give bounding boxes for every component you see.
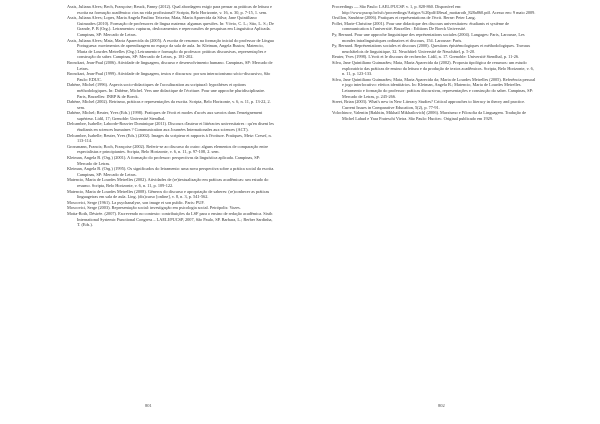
reference-entry: Assis, Juliana Alves; Mata, Maria Aparecida da (2005). A escrita de resumos na formação inicial do professor de Língua Portuguesa: movimentos de aprendizagem no espaço da sala de aula. In: Kleiman, Angela Bustos; Matencio, Maria de Lourdes Meirelles (Org.) Letramento e formação do professor: práticas discursivas, representações e construção do saber. Campinas, SP: Mercado de Letras, p. 181-202. — [67, 37, 274, 60]
reference-entry: Motta-Roth, Désirée. (2007). Escrevendo no contexto: contribuições da LSF para o ensino de redação acadêmica. Sixth International Systemic Functional Congress – LAELI/PUCSP, 2007, São Paulo, SP. Barbara, L.; Berber Sardinha, T. (Eds.). — [67, 210, 273, 228]
reference-entry: Moscovici, Serge (2003). Representação social: investigação em psicologia social. Petrópolis: Vozes. — [67, 205, 241, 211]
reference-entry: Orsillon, Sandrine (2006). Pratiques et représentations de l'écrit. Berne: Peter Lang. — [332, 15, 476, 21]
page-number-right: 802 — [438, 403, 445, 408]
reference-entry: Moscovici, Serge (1961). La psychanalyse, son image et son public. Paris: PUF. — [67, 199, 205, 205]
right-page — [300, 0, 600, 424]
reference-list-left — [67, 4, 275, 228]
reference-entry: Py, Bernard. Représentations sociales et discours (2000). Questions épistémologiques et méthodologiques. Travaux neuchâtelois de linguistique, 32. Neuchâtel: Université de Neuchâtel, p. 5-20. — [332, 43, 531, 54]
reference-entry: Volochinov, Valentin [Bakhtin, Mikhail Mikhailovich] (2006). Marxismo e Filosofia da Linguagem. Tradução de Michel Lahud e Yara Frateschi Vieira. São Paulo: Hucitec. Original publicado em 1929. — [332, 110, 527, 121]
reference-entry: Assis, Juliana Alves; Bech, Françoise; Reuck, Fanny (2012). Qual abordagem exigir para pensar as práticas de leitura e escrita na formação acadêmica: rios na vida profissional? Scripta, Belo Horizonte, v. 16, n. 30, p. 7-15, 1. sem. — [67, 4, 272, 15]
reference-entry: Reuter, Yves (1998). L'écrit et le discours de recherche. Lidil, n. 17. Grenoble: Université Stendhal, p. 11-26. — [332, 54, 520, 60]
reference-entry: Kleiman, Angela B. (Org.) (1995). Os significados do letramento: uma nova perspectiva sobre a prática social da escrita. Campinas, SP: Mercado de Letras. — [67, 166, 275, 177]
reference-entry: Dabène, Michel (2002). Retrismo, práticas e representações da escrita. Scripta, Belo Horizonte, v. 6, n. 11, p. 13-22, 2. sem. — [67, 99, 271, 110]
reference-entry: Assis, Juliana Alves; Lopes, Maria Angela Paulino Teixeira; Mata, Maria Aparecida da Silva; Jane Quintiliano Guimarães (2010). Formação de professores de língua materna: algumas questões. In: Vóvio, C. L.; Sito, L. S.; De Grande, P. B (Org.). Letramentos: rupturas, deslocamentos e repercussões de pesquisas em Linguística Aplicada. Campinas, SP: Mercado de Letras. — [67, 15, 274, 37]
reference-entry: Delcambre, Isabelle; Reuter, Yves (Eds.) (2002). Images du scripteur et rapports à l'écriture. Pratiques, Metz: Cresef, n. 113-114. — [67, 132, 272, 144]
reference-entry: Grossmann, Francis; Boch, Françoise (2002). Referir-se ao discurso do outro: alguns elementos de comparação entre especialistas e principiantes. Scripta, Belo Horizonte, v. 6, n. 11, p. 97-108, 2. sem. — [67, 143, 268, 155]
reference-entry: Pollet, Marie-Christine (2001). Pour une didactique des discours universitaires: étudiants et système de communication à l'université. Bruxelles : Editions De Boeck Université. — [332, 20, 510, 32]
reference-entry: Street, Brian (2003). What's new in New Literacy Studies? Critical approaches to literacy in theory and practice. Current Issues in Comparative Education, 5(2), p. 77-91. — [332, 99, 526, 110]
page-number-left: 801 — [145, 403, 152, 408]
reference-entry: Dabène, Michel; Reuter, Yves (Eds.) (1998). Pratiques de l'écrit et modes d'accès aux savoirs dans l'enseignement supérieur. Lidil, 17; Grenoble: Université Stendhal. — [67, 110, 263, 121]
reference-entry: Proceedings — São Paulo: LAEL/PUCSP. v. 1, p. 828-860. Disponível em: http://www.pucsp.br/isfc/proceedings/Artigos %20pdf/48esal_mottaroth_828a860.pdf. Acesso em: 9 maio 2009. — [332, 4, 536, 15]
reference-entry: Delcambre, Isabelle; Laborde-Rouvier Dominique (2011). Discours d'auteur et littéracies universitaires : qu'en disent les étudiants en sciences humaines ? Communication aux Journées Internationales aux sciences (ACT). — [67, 121, 274, 133]
reference-entry: Silva, Jane Quintiliano Guimarães; Mata, Maria Aparecida da; Maria de Lourdes Meirelles (2005). Referência pessoal e jogo interlocutivo: efeitos identitários. In: Kleiman, Angela B.; Matencio, Maria de Lourdes Meirelles. Letramento e formação do professor: práticas discursivas, representações e construção do saber. Campinas, SP: Mercado de Letras, p. 245-266. — [332, 76, 536, 99]
reference-entry: Matencio, Maria de Lourdes Meirelles (2008). Gêneros do discurso e apropriação de saberes: (re)conhecer as práticas linguageiras em sala de aula. Ling. (dis)curso [online], v. 8, n. 3, p. 541-562. — [67, 188, 270, 200]
reference-entry: Silva, Jane Quintiliano Guimarães; Mata, Maria Aparecida da (2002). Proposta tipológica de resumos: um estudo exploratório das práticas de ensino da leitura e da produção de textos acadêmicos. Scripta, Belo Horizonte, v. 6, n. 11, p. 123-133. — [332, 59, 534, 77]
reference-entry: Kleiman, Angela B. (Org.) (2001). A formação do professor: perspectivas da linguística aplicada. Campinas, SP: Mercado de Letras. — [67, 155, 261, 166]
reference-entry: Dabène, Michel (1996). Aspects socio-didactiques de l'acculturation au scriptural: hypothèses et options méthodologiques. In: Dabène, Michel. Vers une didactique de l'écriture. Pour une approche pluridisciplinaire. Paris, Bruxelles: INRP & de Boeck. — [67, 82, 266, 99]
reference-entry: Bronckart, Jean-Paul (2006). Atividade de linguagem, discurso e desenvolvimento humano. Campinas, SP: Mercado de Letras. — [67, 59, 273, 71]
reference-entry: Matencio, Maria de Lourdes Meirelles (2002). Atividades de (re)textualização em práticas acadêmicas: um estudo do resumo. Scripta, Belo Horizonte, v. 6, n. 11, p. 109-122. — [67, 177, 269, 188]
reference-entry: Bronckart, Jean-Paul (1999). Atividade de linguagem, textos e discursos: por um interacionismo sócio-discursivo, São Paulo: EDUC. — [67, 71, 271, 82]
reference-list-right — [332, 4, 536, 121]
reference-entry: Py, Bernard. Pour une approche linguistique des représentations sociales (2004). Langages: Paris, Larousse, Les mondes intralinguistiques ordinaires et discours, 154. Larousse: Paris. — [332, 31, 525, 43]
